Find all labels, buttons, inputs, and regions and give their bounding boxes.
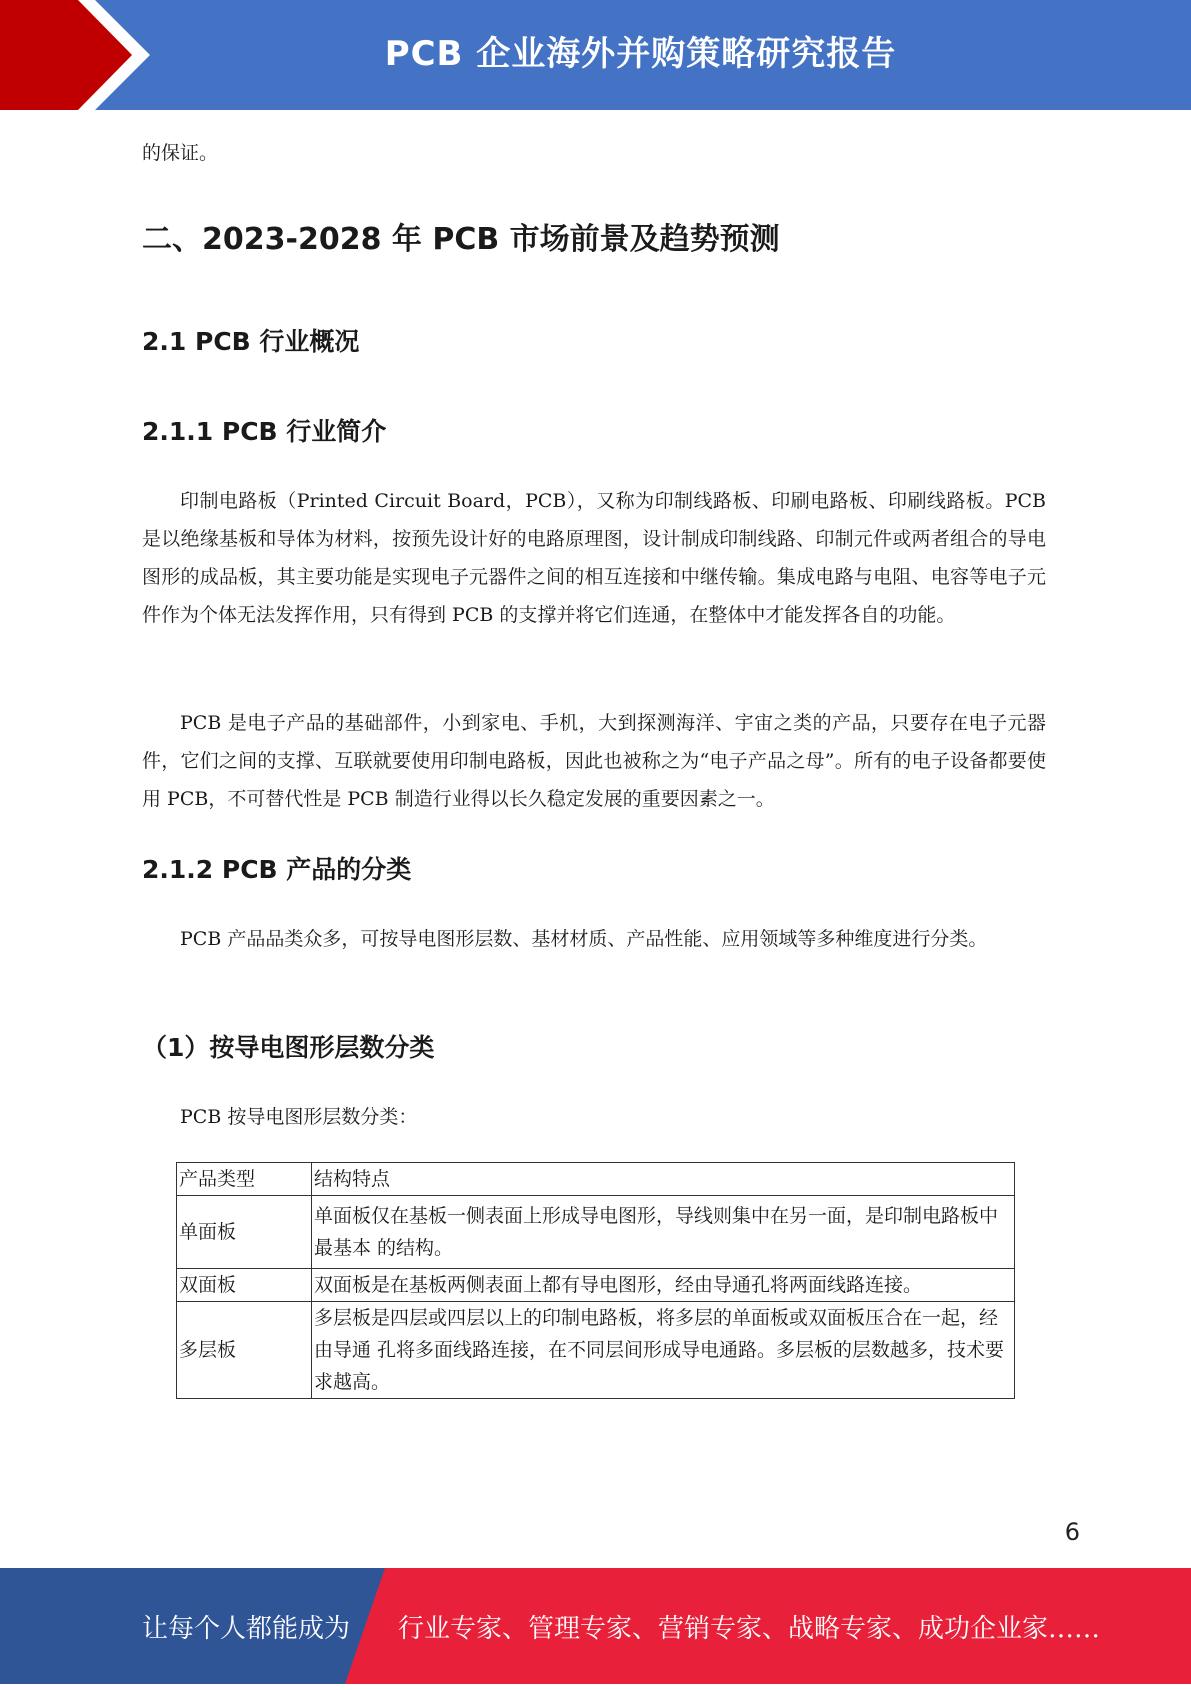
page-footer [0,1568,1191,1684]
table-cell-type: 多层板 [177,1302,312,1399]
subsection-heading-2-1-2: 2.1.2 PCB 产品的分类 [142,855,412,884]
report-title: PCB 企业海外并购策略研究报告 [384,34,897,74]
table-cell-type: 双面板 [177,1269,312,1302]
table-header-cell: 产品类型 [177,1163,312,1196]
table-header-row [177,1163,1015,1196]
subsection-heading-2-1: 2.1 PCB 行业概况 [142,327,360,356]
footer-slogan-left: 让每个人都能成为 [142,1614,351,1644]
table-cell-type: 单面板 [177,1196,312,1269]
table-header-cell: 结构特点 [312,1163,1015,1196]
table-row [177,1302,1015,1399]
table-row [177,1269,1015,1302]
page-number: 6 [1064,1518,1080,1546]
paragraph-table-intro: PCB 按导电图形层数分类： [180,1106,418,1128]
table-row [177,1196,1015,1269]
page-header [0,0,1191,110]
table-cell-feature: 单面板仅在基板一侧表面上形成导电图形，导线则集中在另一面，是印制电路板中最基本 的结构。 [312,1196,1015,1269]
subsection-heading-2-1-1: 2.1.1 PCB 行业简介 [142,417,387,446]
table-cell-feature: 多层板是四层或四层以上的印制电路板，将多层的单面板或双面板压合在一起，经由导通 孔将多面线路连接，在不同层间形成导电通路。多层板的层数越多，技术要求越高。 [312,1302,1015,1399]
classification-table [176,1162,1015,1399]
paragraph-classification: PCB 产品品类众多，可按导电图形层数、基材材质、产品性能、应用领域等多种维度进行分类。 [180,928,988,950]
paragraph-pcb-intro: 印制电路板（Printed Circuit Board，PCB），又称为印制线路板、印刷电路板、印刷线路板。PCB 是以绝缘基板和导体为材料，按预先设计好的电路原理图，设计制成印制线路、印制元件或两者组合的导电图形的成品板，其主要功能是实现电子元器件之间的相互连接和中继传输。集成电路与电阻、电容等电子元件作为个体无法发挥作用，只有得到 PCB 的支撑并将它们连通，在整体中才能发挥各自的功能。 [142,490,1046,626]
section-heading: 二、2023-2028 年 PCB 市场前景及趋势预测 [142,222,780,257]
table-cell-feature: 双面板是在基板两侧表面上都有导电图形，经由导通孔将两面线路连接。 [312,1269,1015,1302]
paragraph-continuation: 的保证。 [142,142,219,164]
subsection-heading-layers: （1）按导电图形层数分类 [142,1033,435,1062]
footer-slogan-right: 行业专家、管理专家、营销专家、战略专家、成功企业家…… [398,1614,1101,1644]
paragraph-pcb-importance: PCB 是电子产品的基础部件，小到家电、手机，大到探测海洋、宇宙之类的产品，只要存在电子元器件，它们之间的支撑、互联就要使用印制电路板，因此也被称之为“电子产品之母”。所有的电子设备都要使用 PCB，不可替代性是 PCB 制造行业得以长久稳定发展的重要因素之一。 [142,712,1046,810]
